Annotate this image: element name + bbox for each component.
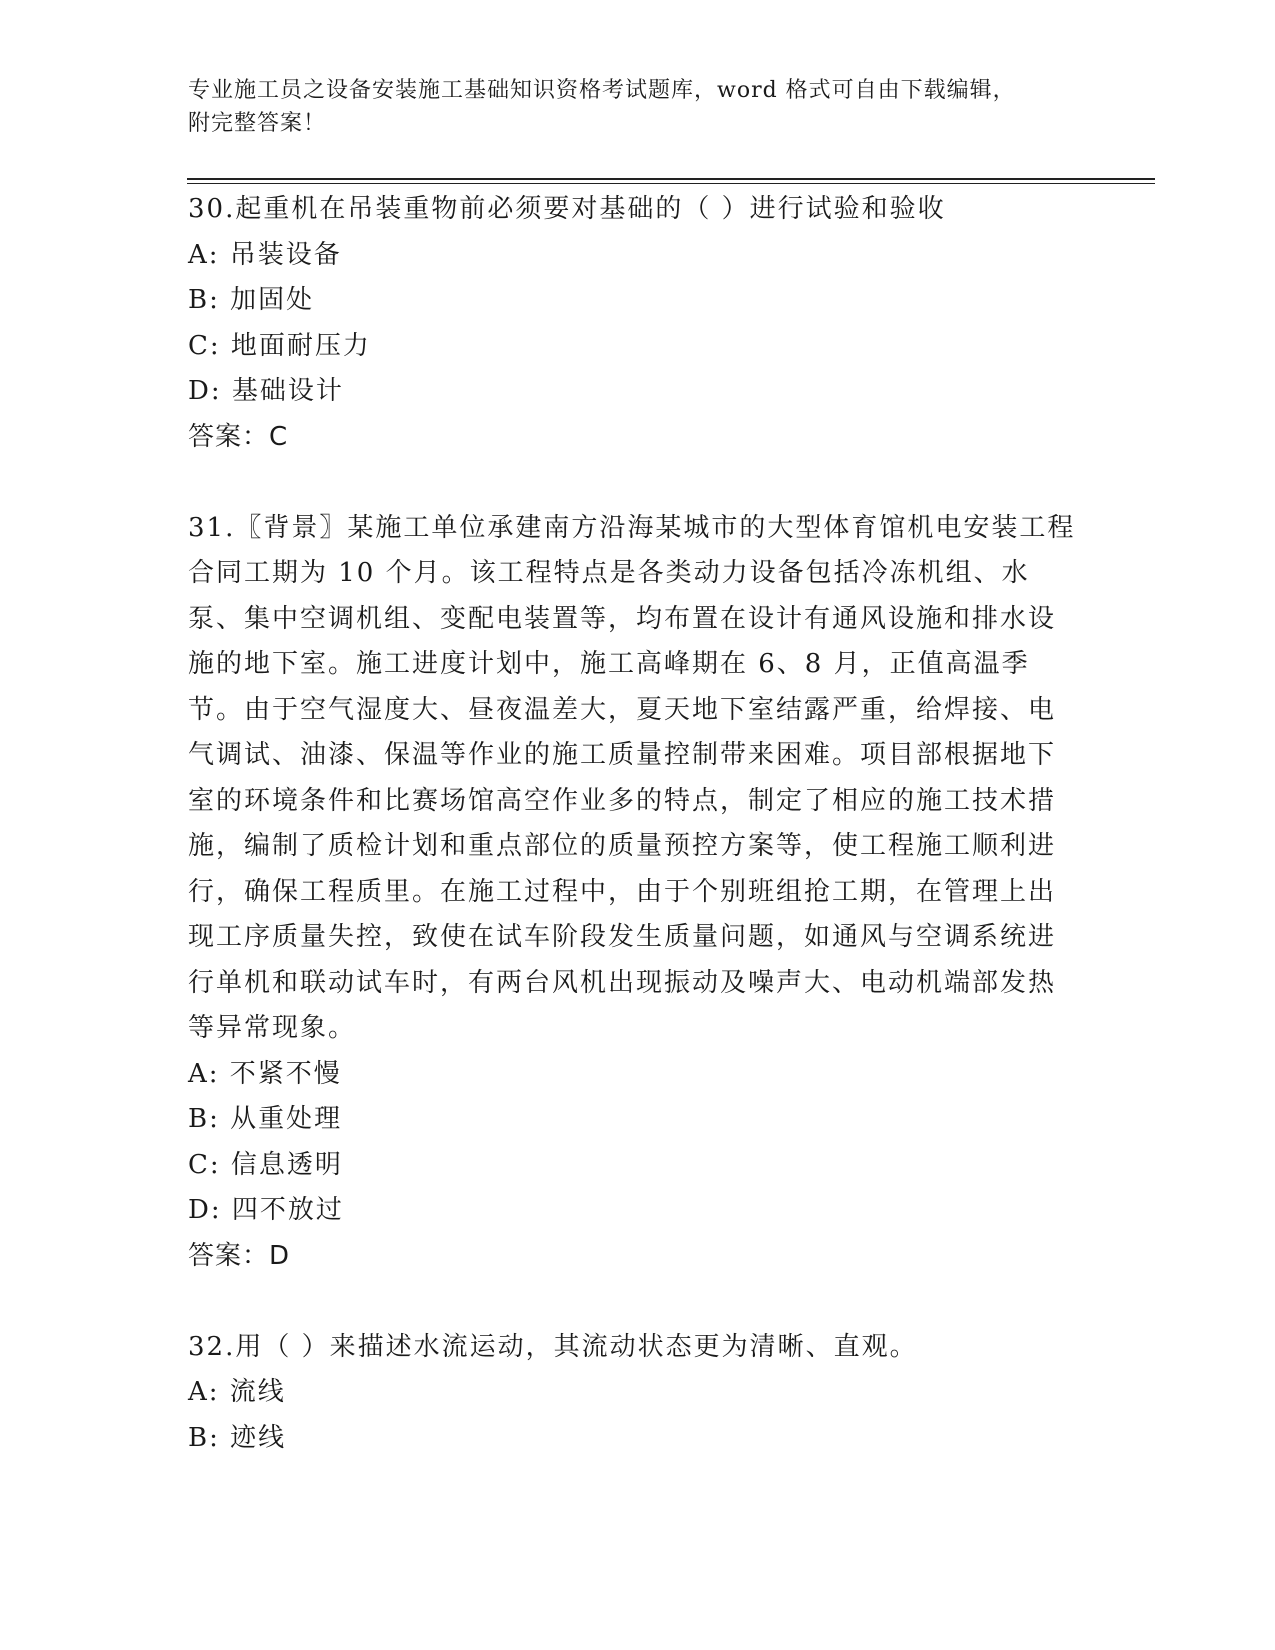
document-header: [188, 74, 1088, 140]
question-gap: [188, 460, 1078, 506]
question-text: 32.用（ ）来描述水流运动，其流动状态更为清晰、直观。: [188, 1331, 918, 1362]
header-line-2: 附完整答案！: [188, 111, 327, 136]
option-a: A: 吊装设备: [188, 239, 342, 270]
answer-line: 答案：C: [188, 421, 289, 452]
option-a: A: 不紧不慢: [188, 1058, 342, 1089]
option-b: B: 加固处: [188, 285, 315, 315]
question-text: 30.起重机在吊装重物前必须要对基础的（ ）进行试验和验收: [188, 194, 946, 224]
option-c: C: 地面耐压力: [188, 330, 371, 361]
option-a: A: 流线: [188, 1377, 286, 1407]
question-text: 31.〖背景〗某施工单位承建南方沿海某城市的大型体育馆机电安装工程合同工期为 10 个月。该工程特点是各类动力设备包括冷冻机组、水泵、集中空调机组、变配电装置等，均布置在设计有通风设施和排水设施的地下室。施工进度计划中，施工高峰期在 6、8 月，正值高温季节。由于空气湿度大、昼夜温差大，夏天地下室结露严重，给焊接、电气调试、油漆、保温等作业的施工质量控制带来困难。项目部根据地下室的环境条件和比赛场馆高空作业多的特点，制定了相应的施工技术措施，编制了质检计划和重点部位的质量预控方案等，使工程施工顺利进行，确保工程质里。在施工过程中，由于个别班组抢工期，在管理上出现工序质量失控，致使在试车阶段发生质量问题，如通风与空调系统进行单机和联动试车时，有两台风机出现振动及噪声大、电动机端部发热等异常现象。: [188, 512, 1076, 1043]
question-31: [188, 506, 1078, 1280]
option-d: D: 四不放过: [188, 1195, 344, 1225]
header-line-1: 专业施工员之设备安装施工基础知识资格考试题库，word 格式可自由下载编辑，: [188, 78, 1016, 103]
question-list: [188, 187, 1078, 1461]
answer-line: 答案：D: [188, 1240, 291, 1271]
option-c: C: 信息透明: [188, 1149, 343, 1180]
header-divider-thin: [187, 183, 1155, 184]
option-b: B: 迹线: [188, 1422, 287, 1453]
header-divider-thick: [187, 178, 1155, 180]
option-d: D: 基础设计: [188, 376, 344, 406]
question-32: [188, 1325, 1078, 1462]
question-gap: [188, 1279, 1078, 1325]
option-b: B: 从重处理: [188, 1104, 343, 1134]
question-30: [188, 187, 1078, 460]
